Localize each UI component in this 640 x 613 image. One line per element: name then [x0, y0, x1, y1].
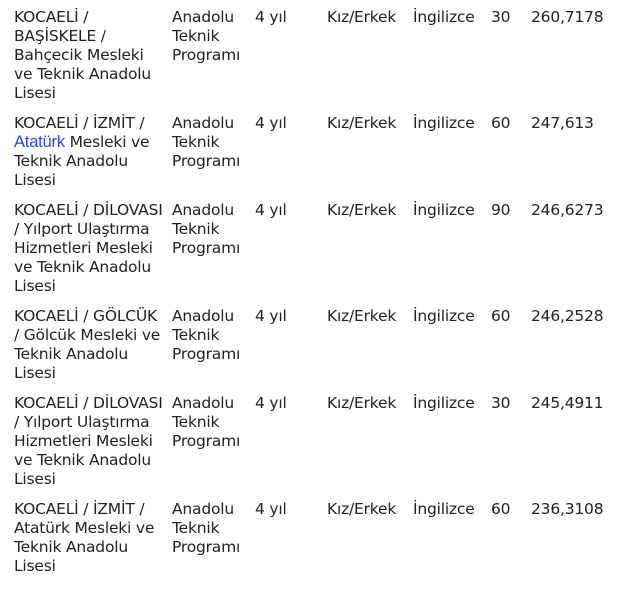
quota-cell: 90: [491, 201, 511, 219]
language-cell: İngilizce: [413, 114, 475, 132]
quota-cell: 30: [491, 394, 511, 412]
score-cell: 260,7178: [531, 8, 604, 26]
gender-cell: Kız/Erkek: [327, 394, 397, 412]
school-location-cell: [11, 391, 169, 497]
duration-cell: 4 yıl: [255, 500, 287, 518]
school-location-cell: [11, 111, 169, 198]
program-cell: Anadolu Teknik Programı: [172, 307, 241, 363]
language-cell: İngilizce: [413, 394, 475, 412]
language-cell: İngilizce: [413, 500, 475, 518]
school-location-cell: [11, 497, 169, 584]
duration-cell: 4 yıl: [255, 114, 287, 132]
gender-cell: Kız/Erkek: [327, 307, 397, 325]
duration-cell: 4 yıl: [255, 201, 287, 219]
quota-cell: 60: [491, 500, 511, 518]
school-location: KOCAELİ / GÖLCÜK / Gölcük Mesleki ve Teknik Anadolu Lisesi: [14, 307, 161, 382]
school-location-cell: [11, 198, 169, 304]
school-location: KOCAELİ / BAŞİSKELE / Bahçecik Mesleki ve Teknik Anadolu Lisesi: [14, 8, 151, 102]
table-row: [11, 198, 624, 304]
score-cell: 236,3108: [531, 500, 604, 518]
duration-cell: 4 yıl: [255, 394, 287, 412]
gender-cell: Kız/Erkek: [327, 201, 397, 219]
school-location: KOCAELİ / DİLOVASI / Yılport Ulaştırma Hizmetleri Mesleki ve Teknik Anadolu Lisesi: [14, 201, 163, 295]
table-row: [11, 111, 624, 198]
program-cell: Anadolu Teknik Programı: [172, 114, 241, 170]
score-cell: 246,2528: [531, 307, 604, 325]
table-row: [11, 5, 624, 111]
school-link[interactable]: Atatürk: [14, 133, 65, 151]
quota-cell: 60: [491, 114, 511, 132]
table-row: [11, 391, 624, 497]
duration-cell: 4 yıl: [255, 307, 287, 325]
language-cell: İngilizce: [413, 8, 475, 26]
quota-cell: 60: [491, 307, 511, 325]
table-row: [11, 497, 624, 584]
score-cell: 245,4911: [531, 394, 604, 412]
program-cell: Anadolu Teknik Programı: [172, 500, 241, 556]
quota-cell: 30: [491, 8, 511, 26]
language-cell: İngilizce: [413, 201, 475, 219]
school-table: [11, 5, 624, 584]
school-location-cell: [11, 5, 169, 111]
school-location: KOCAELİ / İZMİT / Atatürk Mesleki ve Teknik Anadolu Lisesi: [14, 500, 155, 575]
gender-cell: Kız/Erkek: [327, 8, 397, 26]
program-cell: Anadolu Teknik Programı: [172, 201, 241, 257]
school-location: KOCAELİ / DİLOVASI / Yılport Ulaştırma Hizmetleri Mesleki ve Teknik Anadolu Lisesi: [14, 394, 163, 488]
gender-cell: Kız/Erkek: [327, 114, 397, 132]
school-location-suffix: Mesleki ve Teknik Anadolu Lisesi: [14, 133, 150, 189]
program-cell: Anadolu Teknik Programı: [172, 8, 241, 64]
school-location-prefix: KOCAELİ / İZMİT /: [14, 114, 145, 132]
table-row: [11, 304, 624, 391]
gender-cell: Kız/Erkek: [327, 500, 397, 518]
school-location-cell: [11, 304, 169, 391]
score-cell: 247,613: [531, 114, 594, 132]
language-cell: İngilizce: [413, 307, 475, 325]
score-cell: 246,6273: [531, 201, 604, 219]
program-cell: Anadolu Teknik Programı: [172, 394, 241, 450]
duration-cell: 4 yıl: [255, 8, 287, 26]
